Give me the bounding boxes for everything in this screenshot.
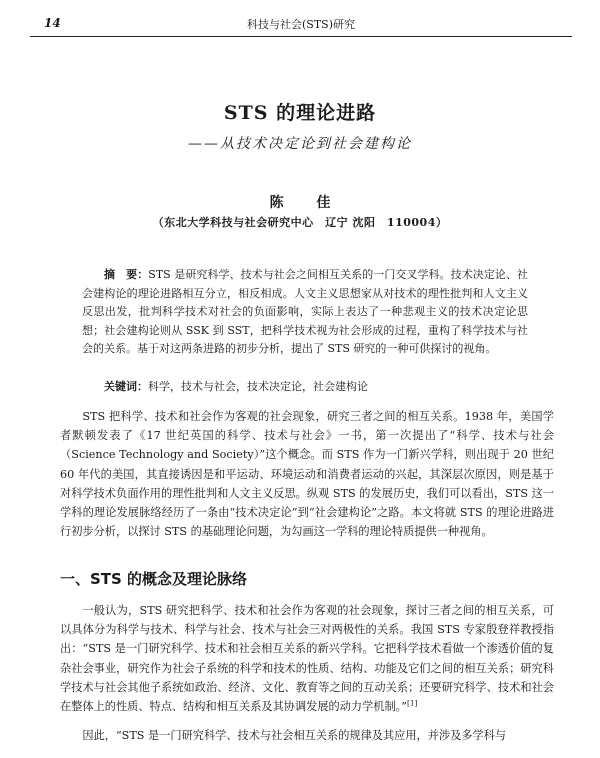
author-affiliation: （东北大学科技与社会研究中心 辽宁 沈阳 110004） (152, 216, 448, 229)
abstract (82, 266, 528, 359)
keywords (104, 378, 528, 396)
journal-name: 科技与社会(STS)研究 (247, 18, 355, 31)
keywords-label: 关键词： (104, 380, 148, 393)
body-paragraph-1: STS 把科学、技术和社会作为客观的社会现象，研究三者之间的相互关系。1938 年，美国学者默顿发表了《17 世纪英国的科学、技术与社会》一书，第一次提出了“科学、技术与社会（Science Technology and Society）”这个概念。而 STS 作为一门新兴学科，则出现于 20 世纪 60 年代的美国，其直接诱因是和平运动、环境运动和消费者运动的兴起，其深层次原因，则是基于对科学技术负面作用的理性批判和人文主义反思。纵观 STS 的发展历史，我们可以看出，STS 这一学科的理论发展脉络经历了一条由“技术决定论”到“社会建构论”之路。本文将就 STS 的理论进路进行初步分析，以探讨 STS 的基础理论问题，为勾画这一学科的理论特质提供一种视角。 (60, 410, 554, 539)
running-header (30, 14, 572, 37)
body-paragraph-2-text: 一般认为，STS 研究把科学、技术和社会作为客观的社会现象，探讨三者之间的相互关系，可以具体分为科学与技术、科学与社会、技术与社会三对两极性的关系。我国 STS 专家殷登祥教授指出：“STS 是一门研究科学、技术和社会相互关系的新兴学科。它把科学技术看做一个渗透价值的复杂社会事业，研究作为社会子系统的科学和技术的性质、结构、功能及它们之间的相互关系；研究科学技术与社会其他子系统如政治、经济、文化、教育等之间的互动关系；还要研究科学、技术和社会在整体上的性质、特点、结构和相互关系及其协调发展的动力学机制。” (60, 604, 554, 714)
section-heading: 一、STS 的概念及理论脉络 (60, 570, 248, 588)
author-name: 陈 佳 (269, 195, 345, 211)
keywords-text: 科学，技术与社会，技术决定论，社会建构论 (148, 380, 368, 393)
abstract-text: STS 是研究科学、技术与社会之间相互关系的一门交叉学科。技术决定论、社会建构论的理论进路相互分立，相反相成。人文主义思想家从对技术的理性批判和人文主义反思出发，批判科学技术对社会的负面影响，实际上表达了一种悲观主义的技术决定论思想；社会建构论则从 SSK 到 SST，把科学技术视为社会形成的过程，重构了科学技术与社会的关系。基于对这两条进路的初步分析，提出了 STS 研究的一种可供探讨的视角。 (82, 268, 529, 356)
body-paragraph-3: 因此，“STS 是一门研究科学、技术与社会相互关系的规律及其应用，并涉及多学科与 (82, 729, 507, 742)
article-title: STS 的理论进路 (223, 102, 377, 124)
article-subtitle: ——从技术决定论到社会建构论 (188, 136, 412, 152)
page-number: 14 (44, 16, 61, 30)
abstract-label: 摘 要： (104, 268, 149, 281)
body-paragraph-2 (60, 601, 554, 716)
citation-marker: [1] (406, 698, 418, 708)
